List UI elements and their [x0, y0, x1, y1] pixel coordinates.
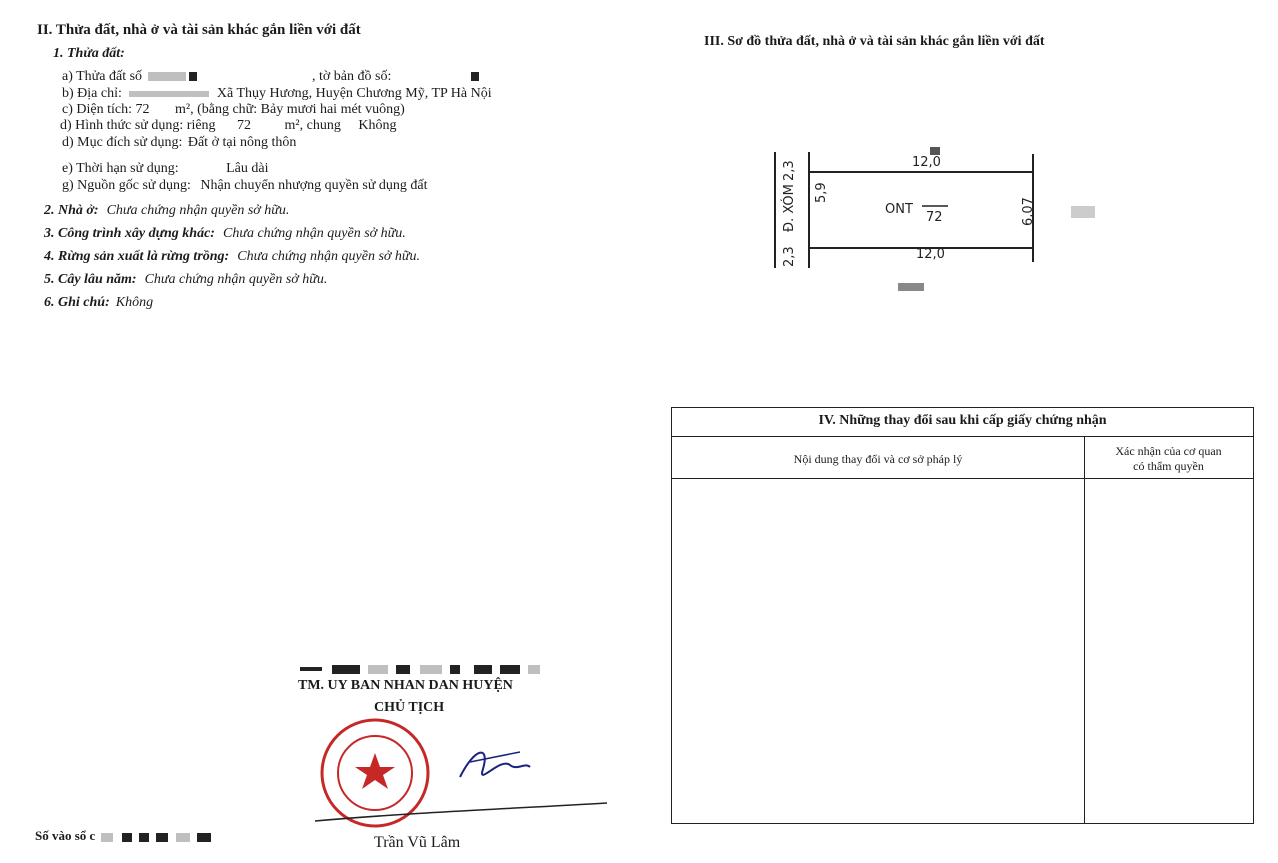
usage-purpose-row: [62, 135, 296, 151]
origin-value: Nhận chuyển nhượng quyền sử dụng đất: [200, 178, 428, 193]
perennial-trees-row: [44, 270, 327, 288]
perennial-trees-value: Chưa chứng nhận quyền sở hữu.: [144, 272, 328, 287]
map-sheet-label: , tờ bản đồ số:: [312, 69, 392, 84]
table-title-divider: [672, 436, 1253, 437]
authority-confirmation-header: [1084, 444, 1253, 474]
note-row: [44, 293, 153, 311]
house-label: 2. Nhà ở:: [44, 203, 99, 218]
registry-label: Số vào sổ c: [35, 828, 96, 843]
redacted-parcel-number: [148, 72, 186, 81]
section4-title: IV. Những thay đổi sau khi cấp giấy chứng nhận: [818, 413, 1107, 428]
land-code-label: ONT: [885, 202, 913, 217]
origin-row: [62, 178, 428, 194]
area-value: 72: [135, 102, 150, 117]
signatory-organization: TM. UY BAN NHAN DAN HUYỆN: [298, 678, 513, 693]
redacted-bottom-mark: [898, 283, 924, 291]
usage-form-row: [60, 118, 396, 134]
signatory-role: CHỦ TỊCH: [374, 700, 445, 715]
term-row: [62, 161, 268, 177]
right-length-label: 6,07: [1021, 197, 1036, 226]
section3-title: III. Sơ đồ thửa đất, nhà ở và tài sản khác gắn liền với đất: [704, 34, 1045, 49]
term-label: e) Thời hạn sử dụng:: [62, 161, 179, 176]
plot-area-label: 72: [926, 210, 943, 225]
area-words: , (bằng chữ: Bảy mươi hai mét vuông): [190, 102, 405, 117]
redacted-right-mark: [1071, 206, 1095, 218]
official-seal-icon: [305, 717, 615, 835]
redacted-parcel-mark: [930, 147, 940, 155]
area-row: [62, 102, 405, 118]
section2-title: II. Thửa đất, nhà ở và tài sản khác gắn liền với đất: [37, 22, 361, 38]
redacted-date-line: [300, 660, 540, 678]
other-construction-value: Chưa chứng nhận quyền sở hữu.: [222, 226, 406, 241]
road-top-width-label: 2,3: [782, 160, 797, 181]
area-label: c) Diện tích:: [62, 102, 132, 117]
seal-and-signature: [305, 717, 615, 835]
usage-purpose-label: d) Mục đích sử dụng:: [62, 135, 183, 150]
redacted-map-sheet: [471, 72, 479, 81]
table-header-divider: [672, 478, 1253, 479]
usage-form-label: d) Hình thức sử dụng: riêng: [60, 118, 216, 133]
other-construction-label: 3. Công trình xây dựng khác:: [44, 226, 215, 241]
changes-table: [671, 407, 1254, 824]
term-value: Lâu dài: [226, 161, 269, 176]
perennial-trees-label: 5. Cây lâu năm:: [44, 272, 137, 287]
registry-number-row: [35, 828, 211, 844]
table-column-divider: [1084, 436, 1085, 823]
other-construction-row: [44, 224, 406, 242]
road-label: Đ. XÓM: [782, 184, 797, 232]
usage-private-area: 72: [237, 118, 252, 133]
house-value: Chưa chứng nhận quyền sở hữu.: [106, 203, 290, 218]
address-label: b) Địa chỉ:: [62, 86, 122, 101]
forest-row: [44, 247, 420, 265]
origin-label: g) Nguồn gốc sử dụng:: [62, 178, 191, 193]
redacted-mark: [189, 72, 197, 81]
parcel-number-row: [62, 69, 197, 85]
signatory-name: Trần Vũ Lâm: [374, 834, 461, 851]
forest-label: 4. Rừng sản xuất là rừng trồng:: [44, 249, 230, 264]
note-label: 6. Ghi chú:: [44, 295, 110, 310]
usage-shared: Không: [358, 118, 397, 133]
authority-header-line1: Xác nhận của cơ quan: [1115, 444, 1222, 458]
map-sheet-row: [312, 69, 479, 85]
top-length-label: 12,0: [912, 155, 941, 170]
house-row: [44, 201, 289, 219]
land-heading: 1. Thửa đất:: [53, 46, 125, 61]
address-value: Xã Thụy Hương, Huyện Chương Mỹ, TP Hà Nội: [216, 86, 492, 101]
bottom-length-label: 12,0: [916, 247, 945, 262]
parcel-label: a) Thửa đất số: [62, 69, 143, 84]
left-length-label: 5,9: [814, 182, 829, 203]
area-unit: m²: [174, 102, 191, 117]
usage-purpose-value: Đất ở tại nông thôn: [187, 135, 297, 150]
changes-content-header: Nội dung thay đổi và cơ sở pháp lý: [793, 452, 963, 466]
redacted-address: [129, 91, 209, 97]
road-bottom-width-label: 2,3: [782, 246, 797, 267]
address-row: [62, 86, 492, 102]
land-plot-diagram: [760, 140, 1120, 300]
note-value: Không: [115, 295, 154, 310]
forest-value: Chưa chứng nhận quyền sở hữu.: [237, 249, 421, 264]
authority-header-line2: có thẩm quyền: [1133, 459, 1204, 473]
usage-unit: m², chung: [284, 118, 341, 133]
